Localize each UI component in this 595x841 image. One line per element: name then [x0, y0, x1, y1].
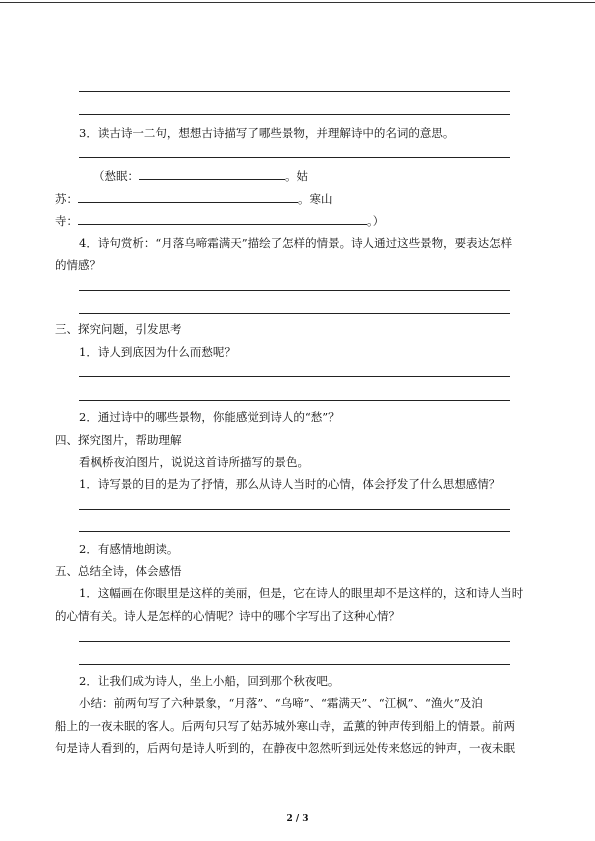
section-4-title: 四、探究图片，帮助理解 [55, 433, 182, 447]
section-3-question-2: 2．通过诗中的哪些景物，你能感觉到诗人的“愁”？ [79, 410, 340, 424]
answer-line [79, 641, 510, 642]
question-3: 3．读古诗一二句，想想古诗描写了哪些景物，并理解诗中的名词的意思。 [79, 126, 455, 140]
gu-su-fill: 苏： 。寒山 [55, 192, 333, 206]
answer-line [79, 509, 510, 510]
answer-line [79, 376, 510, 377]
section-4-question-1: 1．诗写景的目的是为了抒情，那么从诗人当时的心情，体会抒发了什么思想感情？ [79, 477, 501, 491]
section-4-intro: 看枫桥夜泊图片，说说这首诗所描写的景色。 [79, 455, 309, 469]
answer-line [79, 114, 510, 115]
question-4-line2: 的情感？ [55, 258, 101, 272]
blank-han-shan[interactable] [78, 213, 367, 225]
answer-line [79, 157, 510, 158]
summary-line2: 船上的一夜未眠的客人。后两句只写了姑苏城外寒山寺，孟薰的钟声传到船上的情景。前两 [55, 719, 515, 733]
answer-line [79, 531, 510, 532]
section-4-question-2: 2．有感情地朗读。 [79, 542, 179, 556]
section-5-question-1-line2: 的心情有关。诗人是怎样的心情呢？诗中的哪个字写出了这种心情？ [55, 609, 400, 623]
answer-line [79, 290, 510, 291]
summary-line1: 小结：前两句写了六种景象，“月落”、“乌啼”、“霜满天”、“江枫”、“渔火”及泊 [79, 696, 483, 710]
page-number: 2 / 3 [286, 814, 309, 824]
answer-line [79, 400, 510, 401]
section-5-title: 五、总结全诗，体会感悟 [55, 564, 182, 578]
answer-line [79, 313, 510, 314]
section-3-question-1: 1．诗人到底因为什么而愁呢？ [79, 345, 236, 359]
blank-gu-su[interactable] [78, 191, 298, 203]
section-3-title: 三、探究问题，引发思考 [55, 322, 182, 336]
question-4-line1: 4．诗句赏析：“月落乌啼霜满天”描绘了怎样的情景。诗人通过这些景物，要表达怎样 [79, 236, 513, 250]
page-top-border [0, 2, 595, 3]
answer-line [79, 91, 510, 92]
answer-line [79, 664, 510, 665]
blank-chou-mian[interactable] [139, 168, 285, 180]
chou-mian-fill: （愁眠： 。姑 [93, 169, 308, 183]
summary-line3: 句是诗人看到的，后两句是诗人听到的，在静夜中忽然听到远处传来悠远的钟声，一夜未眠 [55, 741, 515, 755]
han-shan-fill: 寺： 。） [55, 214, 385, 228]
section-5-question-2: 2．让我们成为诗人，坐上小船，回到那个秋夜吧。 [79, 674, 340, 688]
section-5-question-1-line1: 1．这幅画在你眼里是这样的美丽，但是，它在诗人的眼里却不是这样的，这和诗人当时 [79, 586, 524, 600]
